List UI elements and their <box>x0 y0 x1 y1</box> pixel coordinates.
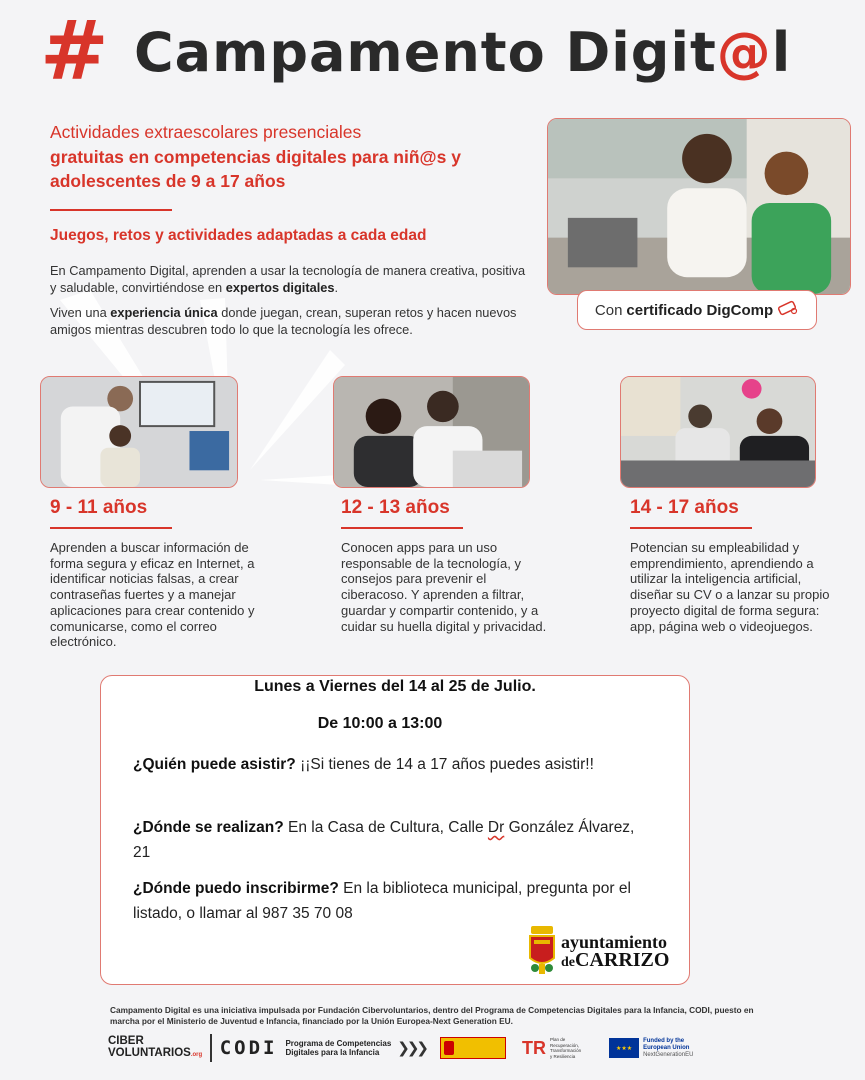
certificate-prefix: Con <box>594 301 623 319</box>
intro-divider <box>50 209 172 211</box>
ayuntamiento-logo <box>527 925 682 980</box>
page-title: Campamento Digit@l <box>134 20 792 84</box>
codi-logo: CODI <box>219 1037 278 1059</box>
info-dates: Lunes a Viernes del 14 al 25 de Julio. <box>254 678 536 695</box>
age-title-9-11: 9 - 11 años <box>50 497 148 518</box>
ayuntamiento-label: ayuntamiento <box>561 932 668 952</box>
photo-12-13 <box>333 376 530 488</box>
footer-note: Campamento Digital es una iniciativa impulsada por Fundación Cibervoluntarios, dentro del Programa de Competencias Digitales para la Infancia, CODI, puesto en marcha por el Ministerio de Juventud e Infancia, financiado por la Unión Europea-Next Generation EU. <box>110 1005 754 1026</box>
main-photo <box>547 118 851 295</box>
info-where: ¿Dónde se realizan? En la Casa de Cultura, Calle Dr González Álvarez, 21 <box>133 819 635 861</box>
cibervoluntarios-logo: CIBER VOLUNTARIOS.org <box>108 1035 203 1059</box>
intro-paragraph-1: En Campamento Digital, aprenden a usar la tecnología de manera creativa, positiva y saludable, convirtiéndose en expertos digitales. <box>50 263 526 295</box>
intro-line-2: gratuitas en competencias digitales para niñ@s y adolescentes de 9 a 17 años <box>50 147 461 191</box>
footer-logos <box>108 1030 828 1066</box>
certificate-name: certificado DigComp <box>626 301 774 319</box>
codi-description: Programa de Competencias Digitales para la Infancia <box>285 1038 392 1057</box>
age-title-12-13: 12 - 13 años <box>341 497 450 518</box>
age-title-14-17: 14 - 17 años <box>630 497 739 518</box>
hashtag-symbol: # <box>40 4 109 99</box>
photo-9-11 <box>40 376 238 488</box>
gobierno-espana-logo <box>440 1037 506 1059</box>
coat-of-arms-icon <box>527 924 557 981</box>
chevrons-icon: ❯❯❯ <box>397 1040 426 1057</box>
photo-14-17 <box>620 376 816 488</box>
header <box>40 4 840 99</box>
info-signup: ¿Dónde puedo inscribirme? En la biblioteca municipal, pregunta por el listado, o llamar al 987 35 70 08 <box>133 880 631 922</box>
spain-shield-icon <box>444 1041 454 1055</box>
age-text-12-13: Conocen apps para un uso responsable de la tecnología, y consejos para prevenir el ciberacoso. Y aprenden a filtrar, guardar y compartir contenido, y a cuidar su huella digital y privacidad. <box>341 540 547 634</box>
age-divider-14-17 <box>630 527 752 529</box>
carrizo-label: deCARRIZO <box>561 949 670 971</box>
info-hours: De 10:00 a 13:00 <box>317 715 443 732</box>
eu-flag-icon: ★★★ <box>609 1038 639 1058</box>
intro-line-1: Actividades extraescolares presenciales <box>50 122 362 142</box>
certificate-badge <box>577 290 817 330</box>
eu-funded-logo: ★★★ Funded by the European Union NextGenerationEU <box>609 1038 693 1059</box>
plan-recuperacion-logo: TR Plan de Recuperación, Transformación y Resiliencia <box>521 1037 582 1059</box>
age-text-9-11: Aprenden a buscar información de forma segura y eficaz en Internet, a identificar noticias falsas, a crear contraseñas fuertes y a manejar aplicaciones para crear contenido y comunicarse, como el correo electrónico. <box>50 540 255 650</box>
intro-paragraph-2: Viven una experiencia única donde juegan, crean, superan retos y hacen nuevos amigos mientras descubren todo lo que la tecnología les ofrece. <box>50 305 517 337</box>
intro-subheading: Juegos, retos y actividades adaptadas a cada edad <box>50 227 427 244</box>
diploma-icon <box>777 300 799 320</box>
logo-separator <box>210 1034 212 1062</box>
age-text-14-17: Potencian su empleabilidad y emprendimiento, aprendiendo a utilizar la inteligencia artificial, diseñar su CV o a lanzar su propio proyecto digital de forma segura: app, página web o videojuegos. <box>630 540 830 634</box>
age-divider-9-11 <box>50 527 172 529</box>
info-who: ¿Quién puede asistir? ¡¡Si tienes de 14 a 17 años puedes asistir!! <box>133 756 594 773</box>
age-divider-12-13 <box>341 527 463 529</box>
